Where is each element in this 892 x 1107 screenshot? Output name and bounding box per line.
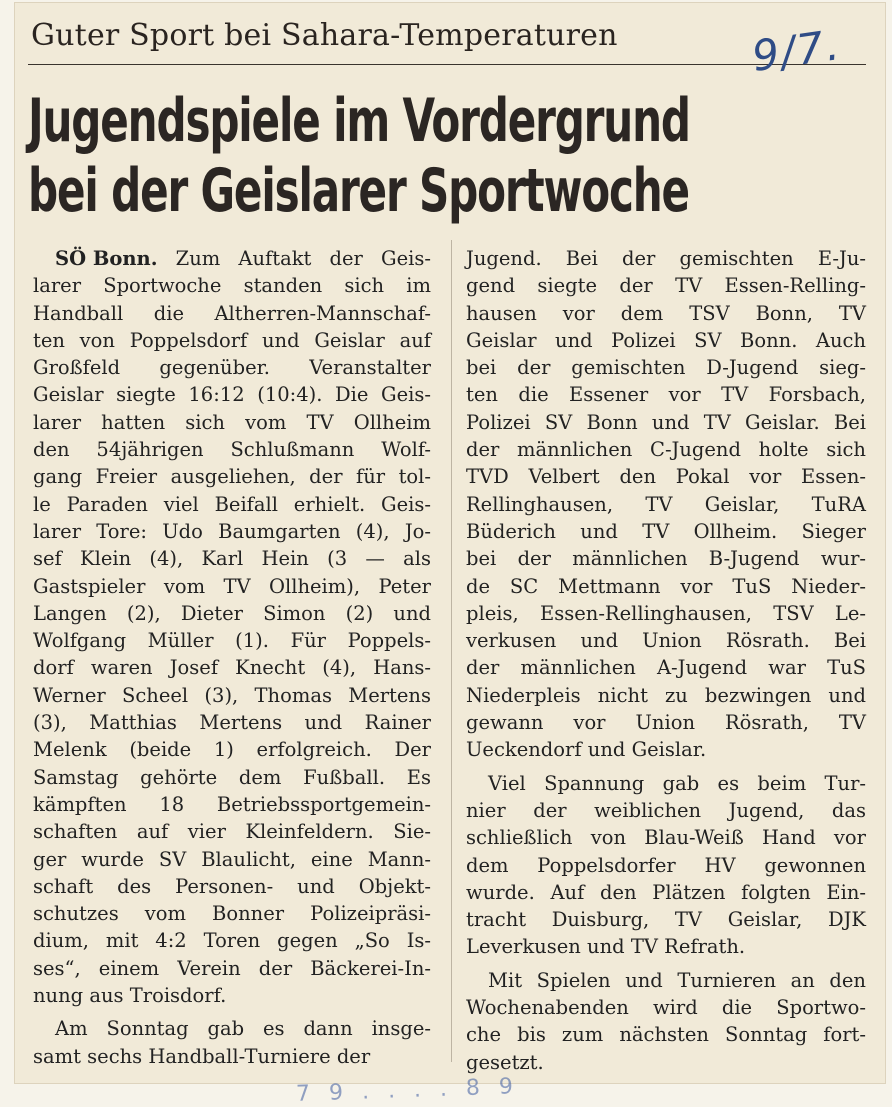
line-text: Gastspieler vom TV Ollheim), Peter bbox=[33, 574, 431, 598]
line-text: wurde. Auf den Plätzen folgten Ein- bbox=[466, 880, 866, 904]
text-line bbox=[466, 272, 866, 299]
text-line bbox=[33, 381, 431, 408]
line-text: Großfeld gegenüber. Veranstalter bbox=[33, 356, 431, 380]
kicker-line: Guter Sport bei Sahara-Temperaturen bbox=[31, 18, 618, 53]
line-text: Zum Auftakt der Geis- bbox=[175, 247, 431, 270]
text-line bbox=[466, 354, 866, 381]
line-text: le Paraden viel Beifall erhielt. Geis- bbox=[33, 492, 431, 516]
line-text: schaften auf vier Kleinfeldern. Sie- bbox=[33, 820, 431, 844]
left-paragraph-1 bbox=[33, 245, 431, 1009]
text-line bbox=[33, 709, 431, 736]
text-line bbox=[33, 245, 431, 272]
text-line bbox=[466, 933, 866, 960]
text-line bbox=[466, 491, 866, 518]
headline bbox=[28, 86, 878, 226]
handwritten-date: 9/7. bbox=[749, 20, 844, 81]
line-text: ger wurde SV Blaulicht, eine Mann- bbox=[33, 847, 431, 871]
line-text: gesetzt. bbox=[466, 1050, 544, 1074]
line-text: bei der gemischten D-Jugend sieg- bbox=[466, 356, 866, 380]
text-line bbox=[33, 1043, 431, 1070]
text-line bbox=[466, 381, 866, 408]
text-line bbox=[466, 852, 866, 879]
left-paragraph-2 bbox=[33, 1015, 431, 1070]
text-line bbox=[466, 994, 866, 1021]
text-line bbox=[33, 955, 431, 982]
line-text: nier der weiblichen Jugend, das bbox=[466, 798, 866, 822]
line-text: de SC Mettmann vor TuS Nieder- bbox=[466, 574, 866, 598]
text-line bbox=[33, 409, 431, 436]
line-text: TVD Velbert den Pokal vor Essen- bbox=[466, 465, 866, 489]
line-text: pleis, Essen-Rellinghausen, TSV Le- bbox=[466, 601, 866, 625]
line-text: schaft des Personen- und Objekt- bbox=[33, 874, 431, 898]
line-text: bei der männlichen B-Jugend wur- bbox=[466, 547, 866, 571]
line-text: dorf waren Josef Knecht (4), Hans- bbox=[33, 656, 431, 680]
text-line bbox=[466, 736, 866, 763]
line-text: ten von Poppelsdorf und Geislar auf bbox=[33, 328, 431, 352]
line-text: gend siegte der TV Essen-Relling- bbox=[466, 274, 866, 298]
article-right-column bbox=[466, 245, 866, 1076]
headline-line-1: Jugendspiele im Vordergrund bbox=[28, 86, 690, 156]
line-text: larer Sportwoche standen sich im bbox=[33, 274, 431, 298]
text-line bbox=[466, 545, 866, 572]
text-line bbox=[466, 709, 866, 736]
line-text: samt sechs Handball-Turniere der bbox=[33, 1044, 371, 1068]
text-line bbox=[466, 518, 866, 545]
text-line bbox=[466, 906, 866, 933]
line-text: Rellinghausen, TV Geislar, TuRA bbox=[466, 492, 866, 516]
text-line bbox=[33, 982, 431, 1009]
line-text: hausen vor dem TSV Bonn, TV bbox=[466, 301, 866, 325]
line-text: gewann vor Union Rösrath, TV bbox=[466, 711, 866, 735]
line-text: Mit Spielen und Turnieren an den bbox=[488, 968, 866, 992]
line-text: Am Sonntag gab es dann insge- bbox=[55, 1017, 431, 1041]
line-text: Samstag gehörte dem Fußball. Es bbox=[33, 765, 431, 789]
text-line bbox=[466, 824, 866, 851]
text-line bbox=[33, 600, 431, 627]
line-text: larer hatten sich vom TV Ollheim bbox=[33, 410, 431, 434]
text-line bbox=[33, 873, 431, 900]
line-text: schließlich von Blau-Weiß Hand vor bbox=[466, 826, 866, 850]
text-line bbox=[33, 1015, 431, 1042]
headline-line-2: bei der Geislarer Sportwoche bbox=[28, 156, 689, 226]
line-text: ten die Essener vor TV Forsbach, bbox=[466, 383, 866, 407]
line-text: dem Poppelsdorfer HV gewonnen bbox=[466, 853, 866, 877]
kicker-rule bbox=[28, 64, 866, 65]
line-text: Büderich und TV Ollheim. Sieger bbox=[466, 519, 866, 543]
bottom-handwriting: 7 9 . . . . 8 9 bbox=[295, 1074, 520, 1107]
column-divider bbox=[451, 240, 452, 1062]
text-line bbox=[466, 682, 866, 709]
line-text: Geislar und Polizei SV Bonn. Auch bbox=[466, 328, 866, 352]
text-line bbox=[466, 245, 866, 272]
text-line bbox=[466, 879, 866, 906]
right-paragraph-3 bbox=[466, 967, 866, 1076]
text-line bbox=[466, 1049, 866, 1076]
text-line bbox=[466, 1021, 866, 1048]
right-paragraph-1 bbox=[466, 245, 866, 764]
article-left-column bbox=[33, 245, 431, 1070]
text-line bbox=[33, 272, 431, 299]
text-line bbox=[466, 327, 866, 354]
line-text: Handball die Altherren-Mannschaf- bbox=[33, 301, 431, 325]
text-line bbox=[466, 409, 866, 436]
text-line bbox=[466, 654, 866, 681]
text-line bbox=[466, 967, 866, 994]
text-line bbox=[33, 327, 431, 354]
line-text: sef Klein (4), Karl Hein (3 — als bbox=[33, 547, 431, 571]
text-line bbox=[33, 927, 431, 954]
text-line bbox=[466, 300, 866, 327]
text-line bbox=[33, 436, 431, 463]
text-line bbox=[33, 791, 431, 818]
text-line bbox=[466, 463, 866, 490]
line-text: Wolfgang Müller (1). Für Poppels- bbox=[33, 629, 431, 653]
line-text: larer Tore: Udo Baumgarten (4), Jo- bbox=[33, 519, 431, 543]
text-line bbox=[33, 682, 431, 709]
text-line bbox=[33, 736, 431, 763]
text-line bbox=[466, 573, 866, 600]
line-text: Polizei SV Bonn und TV Geislar. Bei bbox=[466, 410, 866, 434]
line-text: Viel Spannung gab es beim Tur- bbox=[488, 771, 866, 795]
line-text: schutzes vom Bonner Polizeipräsi- bbox=[33, 902, 431, 926]
line-text: Wochenabenden wird die Sportwo- bbox=[466, 996, 866, 1020]
line-text: tracht Duisburg, TV Geislar, DJK bbox=[466, 908, 866, 932]
text-line bbox=[33, 654, 431, 681]
line-text: (3), Matthias Mertens und Rainer bbox=[33, 711, 431, 735]
text-line bbox=[33, 518, 431, 545]
line-text: Leverkusen und TV Refrath. bbox=[466, 935, 746, 959]
line-text: Geislar siegte 16:12 (10:4). Die Geis- bbox=[33, 383, 431, 407]
line-text: Niederpleis nicht zu bezwingen und bbox=[466, 683, 866, 707]
text-line bbox=[33, 900, 431, 927]
text-line bbox=[466, 600, 866, 627]
line-text: Jugend. Bei der gemischten E-Ju- bbox=[466, 247, 866, 270]
text-line bbox=[33, 463, 431, 490]
line-text: verkusen und Union Rösrath. Bei bbox=[466, 629, 866, 653]
line-text: che bis zum nächsten Sonntag fort- bbox=[466, 1023, 866, 1047]
line-text: der männlichen C-Jugend holte sich bbox=[466, 438, 866, 462]
line-text: gang Freier ausgeliehen, der für tol- bbox=[33, 465, 431, 489]
line-text: nung aus Troisdorf. bbox=[33, 984, 227, 1008]
right-paragraph-2 bbox=[466, 770, 866, 961]
text-line bbox=[466, 797, 866, 824]
line-text: der männlichen A-Jugend war TuS bbox=[466, 656, 866, 680]
text-line bbox=[33, 491, 431, 518]
text-line bbox=[33, 764, 431, 791]
text-line bbox=[33, 627, 431, 654]
line-text: ses“, einem Verein der Bäckerei-In- bbox=[33, 956, 431, 980]
text-line bbox=[466, 770, 866, 797]
text-line bbox=[33, 573, 431, 600]
line-text: Ueckendorf und Geislar. bbox=[466, 738, 707, 762]
line-text: dium, mit 4:2 Toren gegen „So Is- bbox=[33, 929, 431, 953]
line-text: kämpften 18 Betriebssportgemein- bbox=[33, 792, 431, 816]
text-line bbox=[33, 300, 431, 327]
line-text: Langen (2), Dieter Simon (2) und bbox=[33, 601, 431, 625]
text-line bbox=[466, 627, 866, 654]
text-line bbox=[33, 818, 431, 845]
text-line bbox=[33, 354, 431, 381]
text-line bbox=[33, 545, 431, 572]
line-text: Werner Scheel (3), Thomas Mertens bbox=[33, 683, 431, 707]
line-text: Melenk (beide 1) erfolgreich. Der bbox=[33, 738, 431, 762]
dateline: SÖ Bonn. bbox=[55, 247, 158, 270]
text-line bbox=[466, 436, 866, 463]
line-text: den 54jährigen Schlußmann Wolf- bbox=[33, 438, 431, 462]
text-line bbox=[33, 846, 431, 873]
